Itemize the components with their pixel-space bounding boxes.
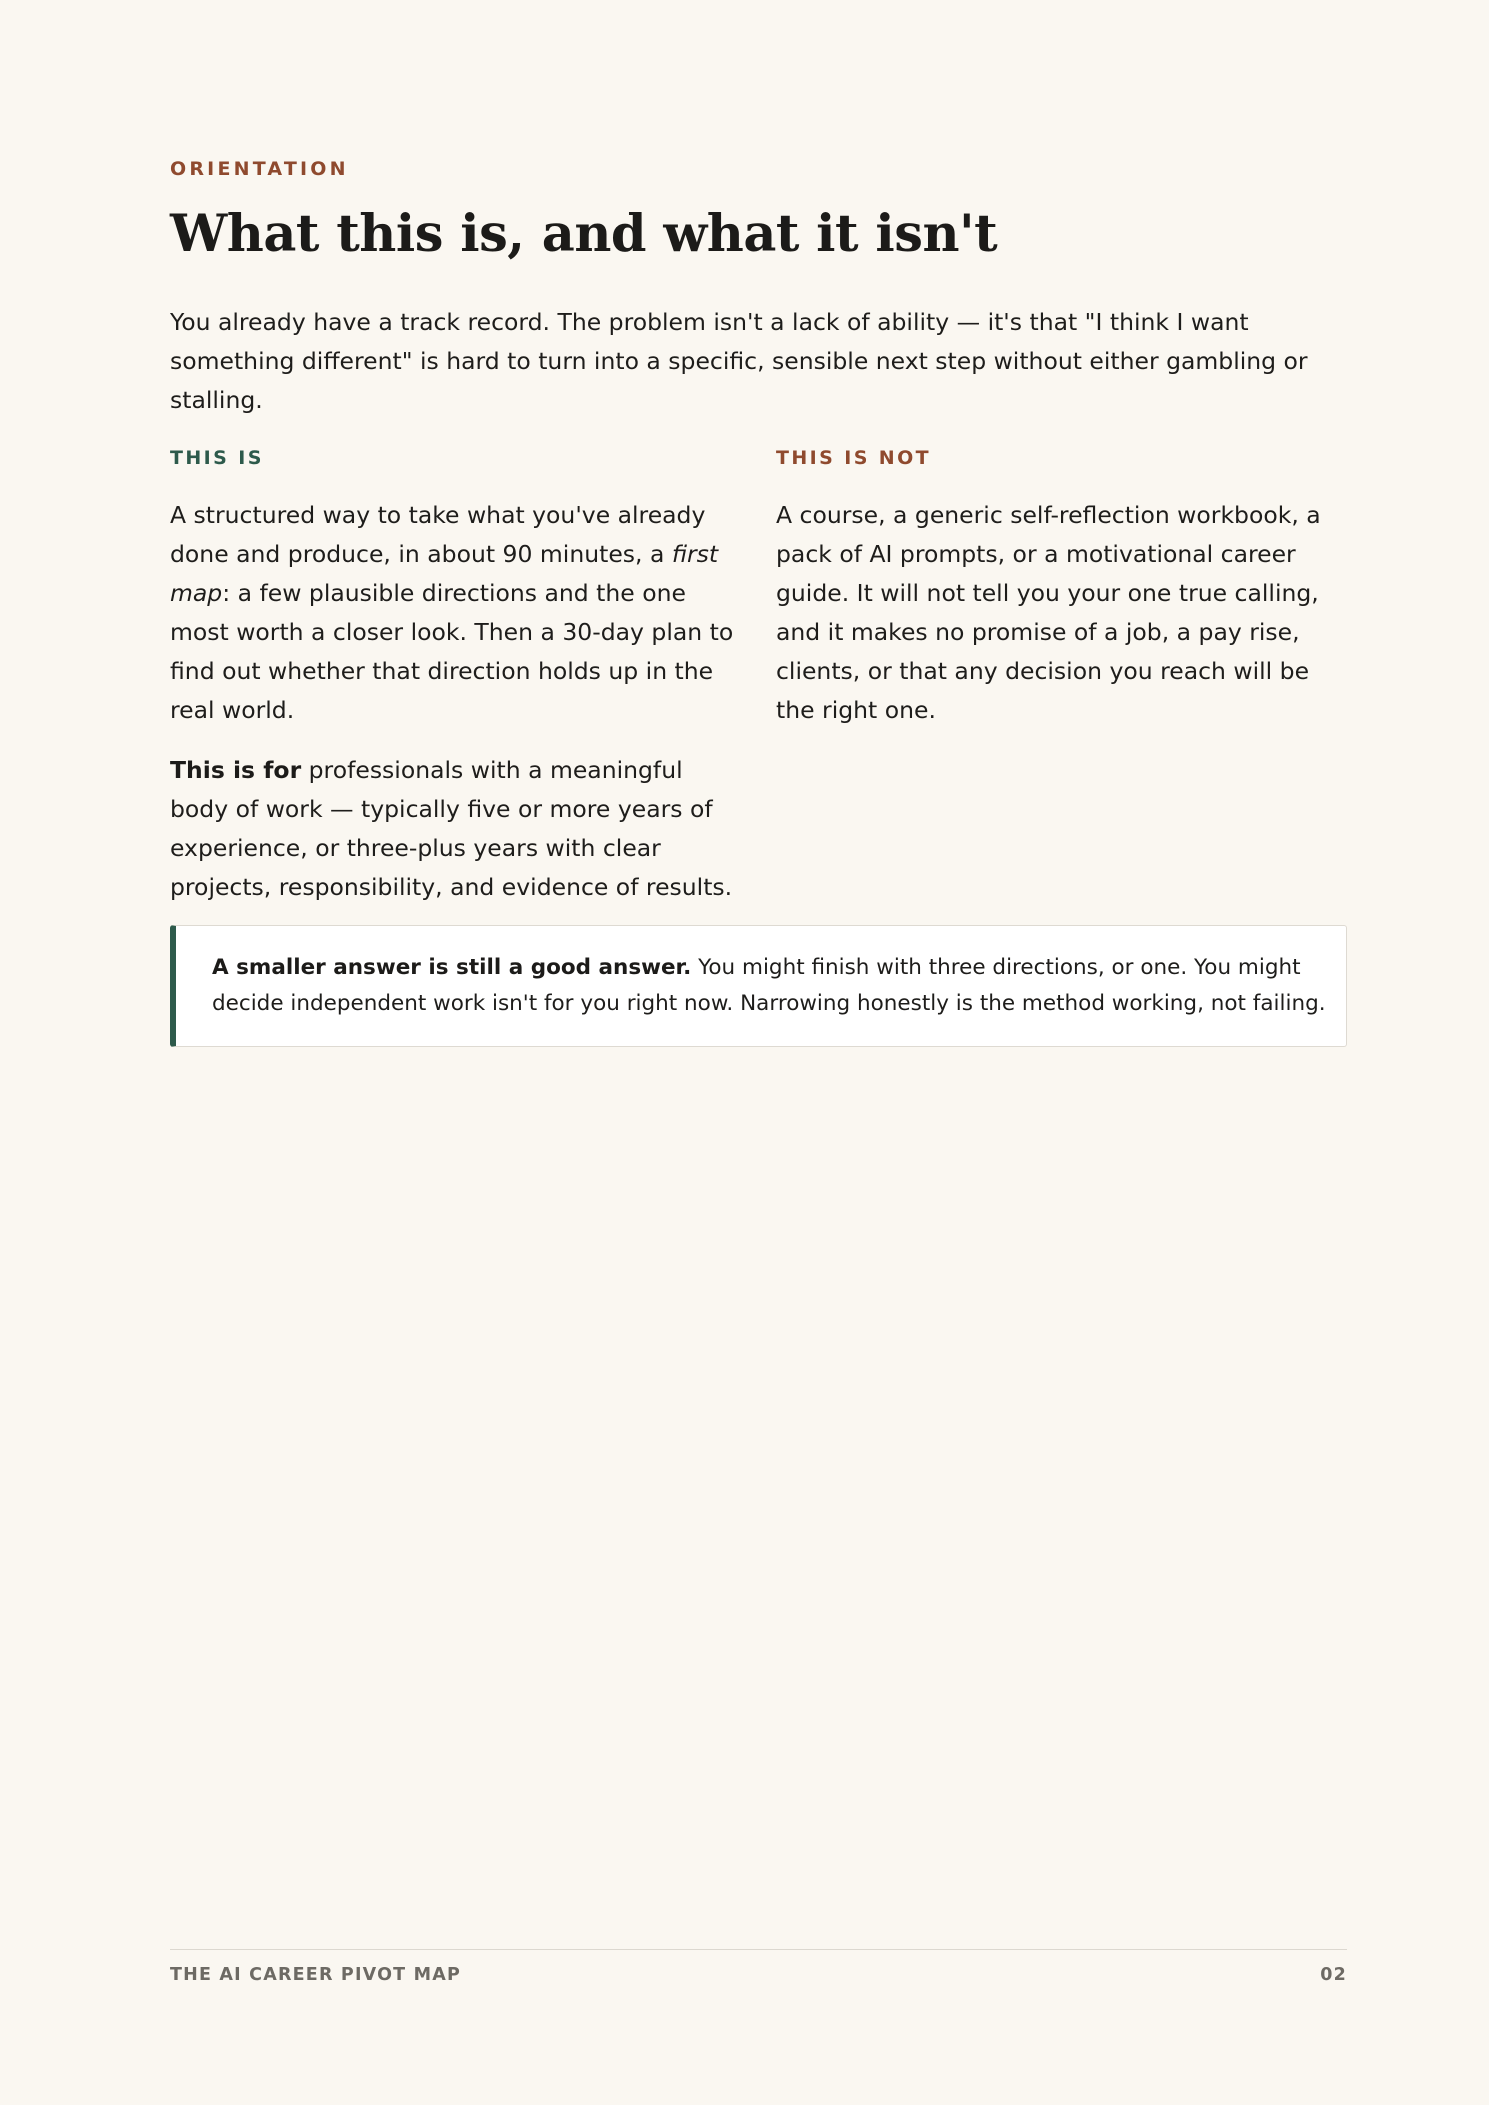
page-title: What this is, and what it isn't (170, 204, 998, 264)
callout-text: You might finish with three directions, or one. You might decide independent work isn't for you right now. Narrowing honestly is the method working, not failing. (212, 955, 1326, 1016)
callout-lead: A smaller answer is still a good answer. (212, 955, 692, 980)
footer-divider (170, 1949, 1347, 1950)
this-is-not-heading: THIS IS NOT (776, 447, 932, 469)
this-is-heading: THIS IS (170, 447, 264, 469)
this-is-not-column (776, 444, 1346, 730)
this-is-text-a: A structured way to take what you've already done and produce, in about 90 minutes, a (170, 501, 706, 568)
this-is-not-description: A course, a generic self-reflection workbook, a pack of AI prompts, or a motivational career guide. It will not tell you your one true calling, and it makes no promise of a job, a pay rise, clients, or that any decision you reach will be the right one. (776, 501, 1321, 724)
audience-paragraph (170, 751, 740, 907)
callout-box (170, 925, 1347, 1047)
footer-title: THE AI CAREER PIVOT MAP (170, 1965, 461, 1985)
audience-text: professionals with a meaningful body of work — typically five or more years of experience, or three-plus years with clear projects, responsibility, and evidence of results. (170, 756, 733, 901)
intro-paragraph: You already have a track record. The problem isn't a lack of ability — it's that "I think I want something different" is hard to turn into a specific, sensible next step without either gambling or stalling. (170, 308, 1308, 414)
section-eyebrow: ORIENTATION (170, 158, 349, 180)
this-is-column (170, 444, 740, 907)
page (170, 0, 1347, 2105)
audience-lead: This is for (170, 756, 302, 784)
this-is-description (170, 496, 740, 730)
page-number: 02 (1320, 1965, 1347, 1985)
this-is-emphasis: first map (170, 540, 719, 607)
this-is-text-b: : a few plausible directions and the one most worth a closer look. Then a 30-day plan to find out whether that direction holds up in the real world. (170, 579, 734, 724)
